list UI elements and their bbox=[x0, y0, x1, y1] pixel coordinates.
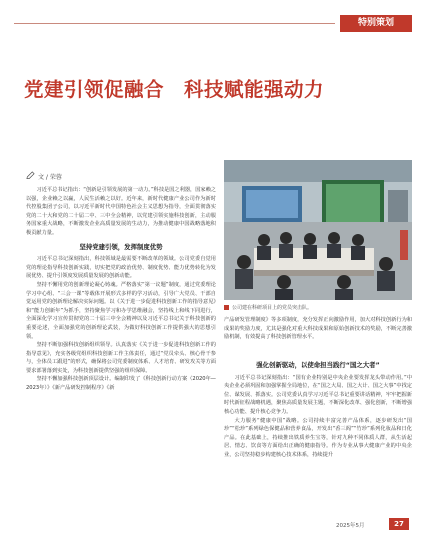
paragraph: 坚持不断加强科技创新组织领导。认真落实《关于进一步促进科技创新工作的指导意见》，充实各级党组织科技创新工作主体责任，通过“党员牵头、核心骨干参与，全体员工跟进”的形式，确保将公司党委制度体系、人才培育、研发攻关等方面要求部署落到实处，为科技创新提供坚强的组织保障。 bbox=[26, 342, 216, 374]
right-column-bottom bbox=[224, 356, 412, 460]
photo-caption-text: 公司建在科研项目上的党员突击队。 bbox=[232, 305, 313, 311]
pencil-icon bbox=[26, 171, 35, 182]
headline: 党建引领促融合 科技赋能强动力 bbox=[24, 78, 325, 101]
paragraph: 习近平总书记指出：“创新是引领发展的第一动力。”科技是国之利器，国家赖之以强，企业赖之以赢，人民生活赖之以好。近年来，新时代健康产业公司作为新时代控股集团子公司，以习近平新时代中国特色社会主义思想为指导，全面贯彻落实党的二十大和党的二十届二中、三中全会精神，以党建引领实施科技创新，主动服务国家重大战略，不断激发企业高质量发展的生动力，为推动健康中国战略落地积极贡献力量。 bbox=[26, 187, 216, 236]
right-column-top bbox=[224, 316, 412, 342]
page-number: 27 bbox=[389, 518, 409, 530]
caption-bullet bbox=[224, 305, 229, 310]
paragraph: 坚持不懈加强科技创新顶层设计。编制印发了《科技创新行动方案（2020年—2023年）》《新产品研发控制程序》《新 bbox=[26, 376, 216, 392]
paragraph: 坚持不懈用党的创新理论凝心铸魂。严格落实“第一议题”制度，通过党委理论学习中心组、“三会一课”等载体开展形式多样的学习活动，引导广大党员、干部自觉运用党的创新理论解决实际问题。以《关于进一步促进科技创新工作的指导意见》和“能力创新年”为抓手，坚持聚焦学习和办学思维融会，坚持线上和线下同进行，全面深化学习宣传贯彻党的二十届三中全会精神以及习近平总书记关于科技创新的重要论述，全面加强党的创新理论武装，为做好科技创新工作提供强大的思想引领。 bbox=[26, 281, 216, 340]
byline-text: 文 / 荣蓉 bbox=[38, 174, 62, 181]
paragraph: 产品研发管理制度》等多项制度，充分发挥正向激励作用，加大对科技创新行为和成果的奖励力度，尤其是强化对重大科技成果和原始创新技术的奖励，不断完善激励机制，有效提高了科技创新管理水平。 bbox=[224, 317, 412, 341]
subheading: 强化创新驱动，以使命担当践行“国之大者” bbox=[256, 361, 380, 369]
header-rule bbox=[14, 23, 335, 24]
byline bbox=[26, 171, 62, 182]
paragraph: 习近平总书记深刻指出：“国有企业特别是中央企业要发挥龙头带动作用。”中央企业必须巩固和加强掌握全局地位，在“国之大局、国之大计、国之大事”中找定位、谋发展、抓落实。公司党委认真学习习近平总书记重要讲话精神，牢牢把握新时代新征程战略机遇，聚焦高质量发展主题，不断深化改革、强化创新，不断增强核心功能、提升核心竞争力。 bbox=[224, 374, 412, 415]
photo-caption bbox=[224, 304, 412, 311]
meeting-photo bbox=[224, 160, 412, 300]
section-tag: 特别策划 bbox=[340, 15, 412, 32]
issue-date: 2025年5月 bbox=[336, 523, 365, 529]
paragraph: 大力服务“健康中国”战略。公司持续丰富完善产品体系，逐步研发出“国珍”“松珍”系列绿色保健品和营养食品，开发出“香三阁”“竹珍”系列化妆品和日化产品。在此基础上，持续推出铁质养生宝等，针对九种不同体质人群，从生活起居、情志、饮食等方面给出正确的健康指导。作为专业从事大健康产业的中央企业，公司坚持稳步构建核心技术体系，持续提升 bbox=[224, 417, 412, 458]
left-column bbox=[26, 186, 216, 393]
subheading: 坚持党建引领，发挥制度优势 bbox=[79, 242, 163, 251]
paragraph: 习近平总书记深刻指出，科技领域是最需要不断改革的领域。公司党委自觉用党的理论指导科技创新实践，切实把党的政治优势、制度优势、能力优势转化为发展优势、提升引领度发展质量发展的创新动能。 bbox=[26, 256, 216, 280]
